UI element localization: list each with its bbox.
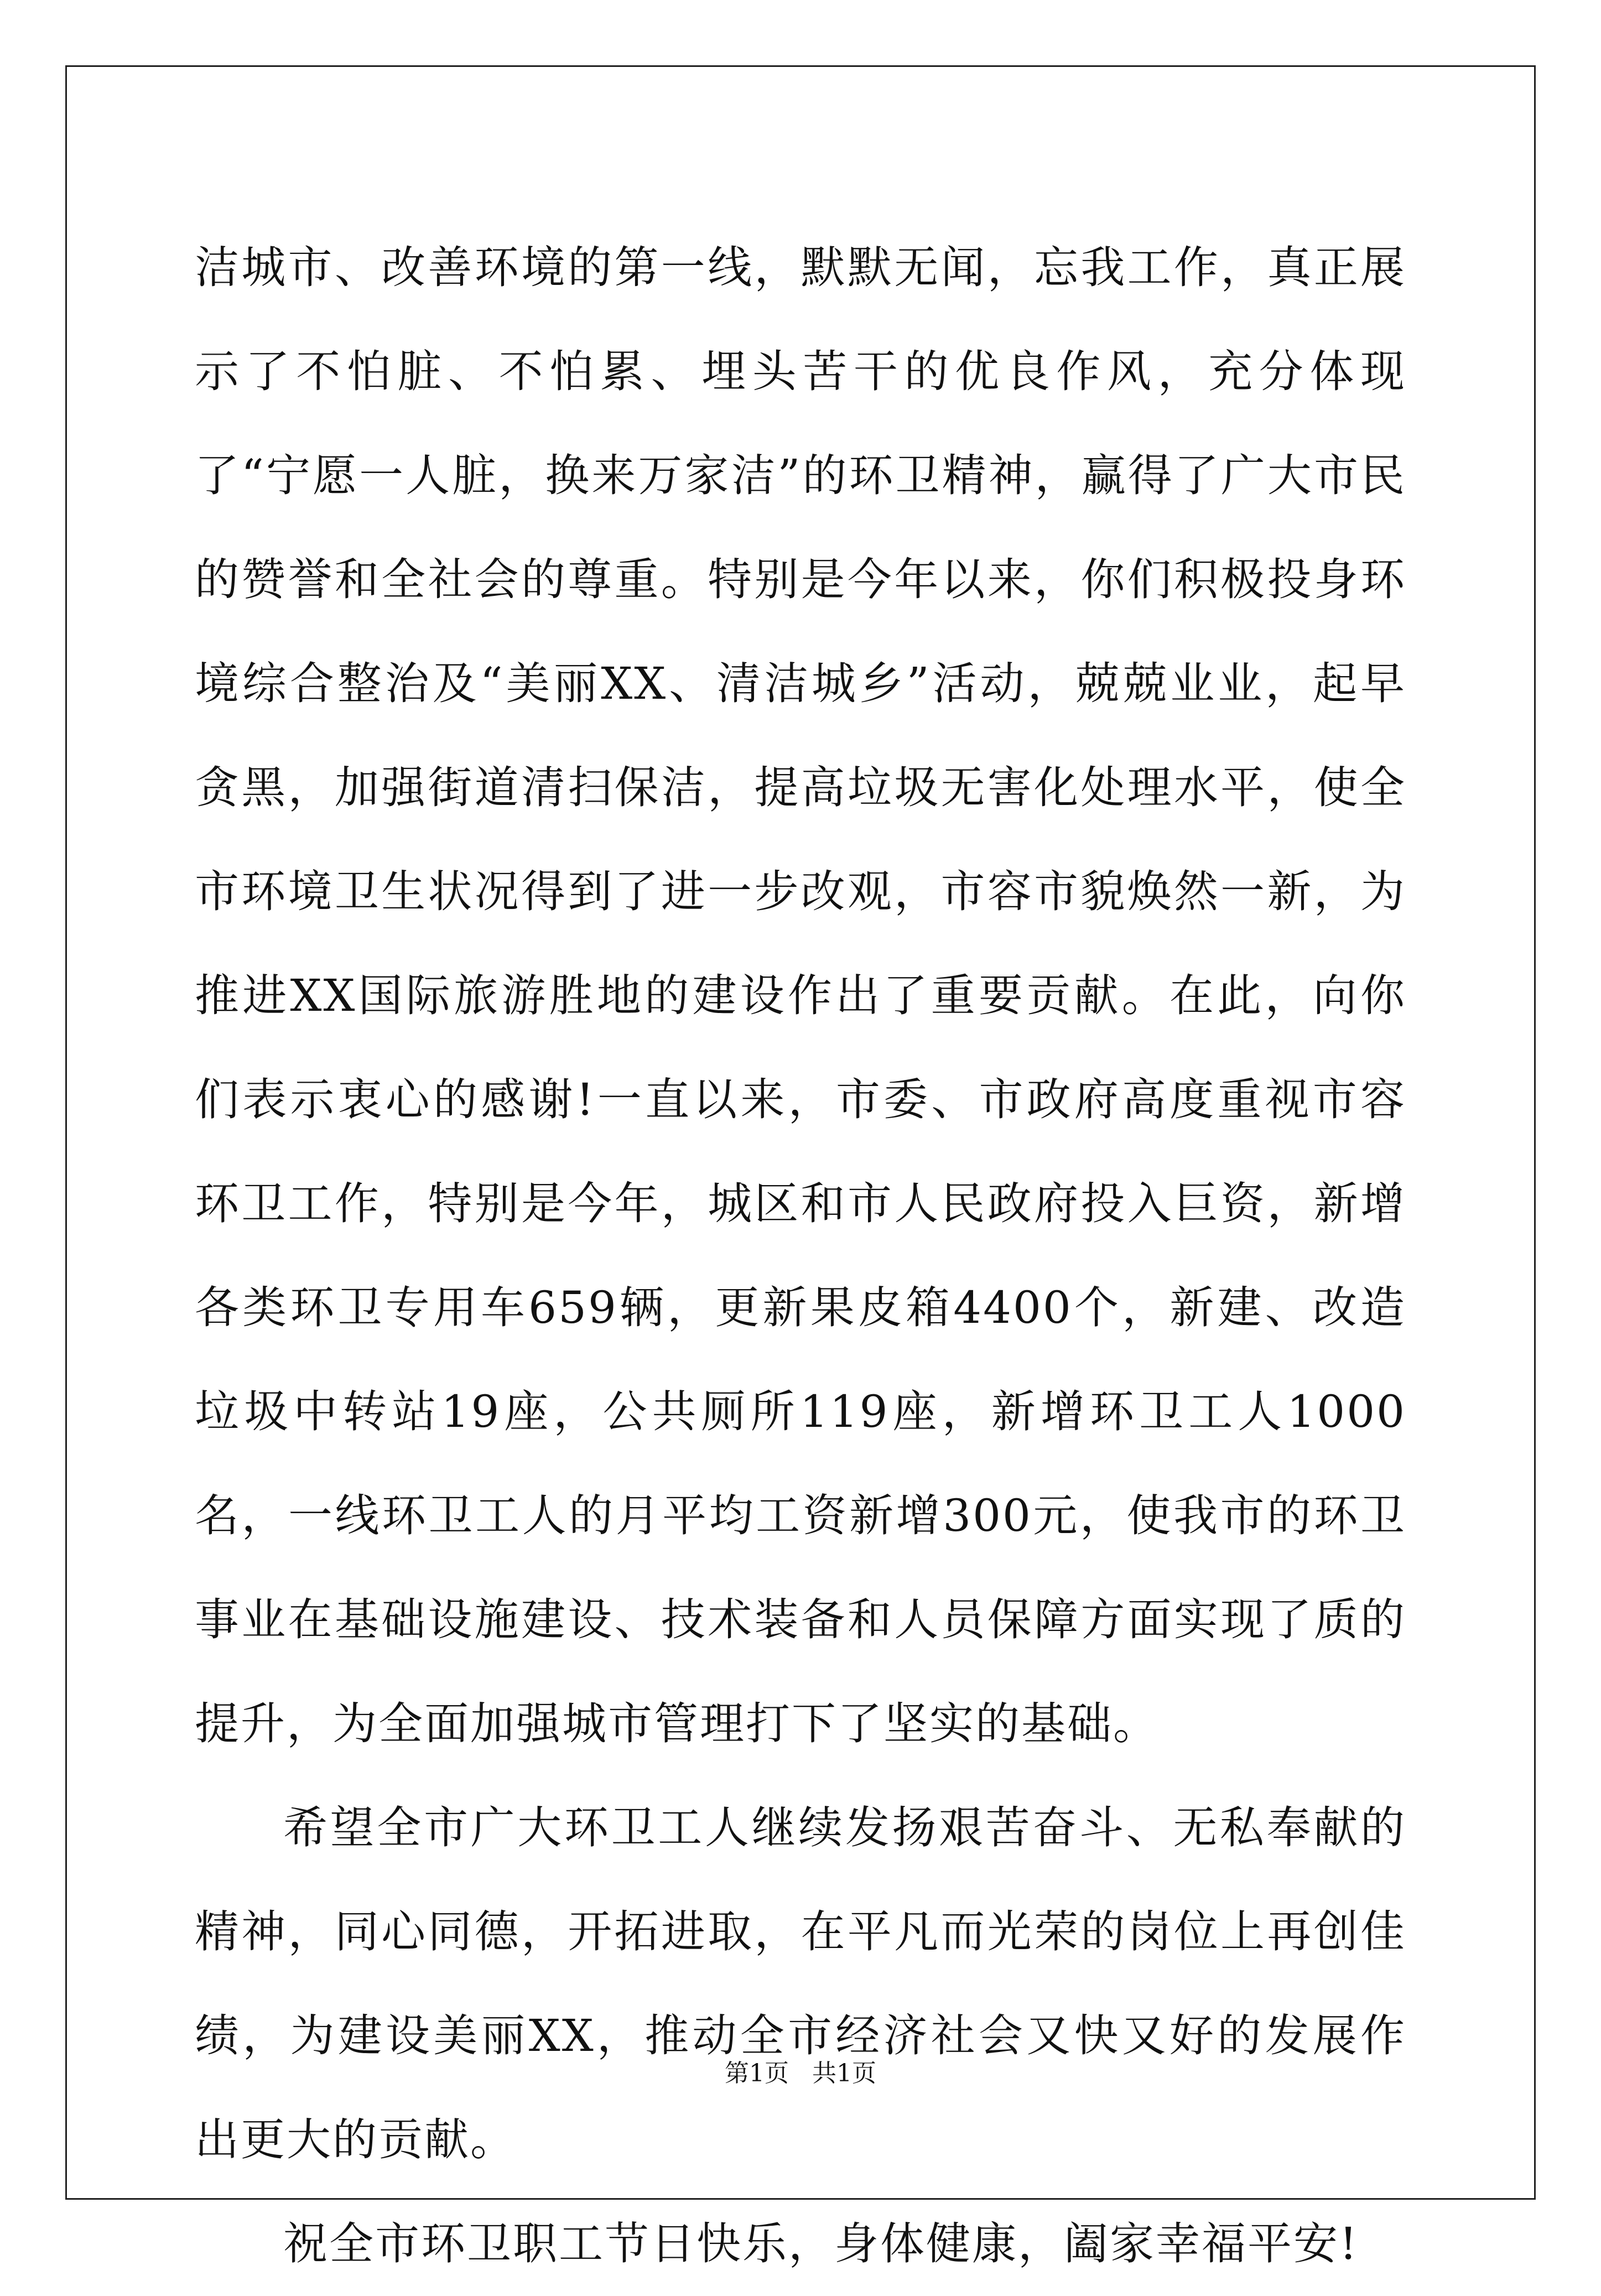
paragraph-hope: 希望全市广大环卫工人继续发扬艰苦奋斗、无私奉献的精神，同心同德，开拓进取，在平凡而光荣的岗位上再创佳绩，为建设美丽XX，推动全市经济社会又快又好的发展作出更大的贡献。 — [195, 1802, 1406, 2165]
paragraph-continued: 洁城市、改善环境的第一线，默默无闻，忘我工作，真正展示了不怕脏、不怕累、埋头苦干的优良作风，充分体现了“宁愿一人脏，换来万家洁”的环卫精神，赢得了广大市民的赞誉和全社会的尊重。特别是今年以来，你们积极投身环境综合整治及“美丽XX、清洁城乡”活动，兢兢业业，起早贪黑，加强街道清扫保洁，提高垃圾无害化处理水平，使全市环境卫生状况得到了进一步改观，市容市貌焕然一新，为推进XX国际旅游胜地的建设作出了重要贡献。在此，向你们表示衷心的感谢!一直以来，市委、市政府高度重视市容环卫工作，特别是今年，城区和市人民政府投入巨资，新增各类环卫专用车659辆，更新果皮箱4400个，新建、改造垃圾中转站19座，公共厕所119座，新增环卫工人1000名，一线环卫工人的月平均工资新增300元，使我市的环卫事业在基础设施建设、技术装备和人员保障方面实现了质的提升，为全面加强城市管理打下了坚实的基础。 — [195, 242, 1406, 1749]
paragraph-wishes: 祝全市环卫职工节日快乐，身体健康，阖家幸福平安! — [283, 2218, 1359, 2269]
document-body — [195, 216, 1406, 2296]
page-number-footer: 第1页 共1页 — [725, 2059, 876, 2087]
